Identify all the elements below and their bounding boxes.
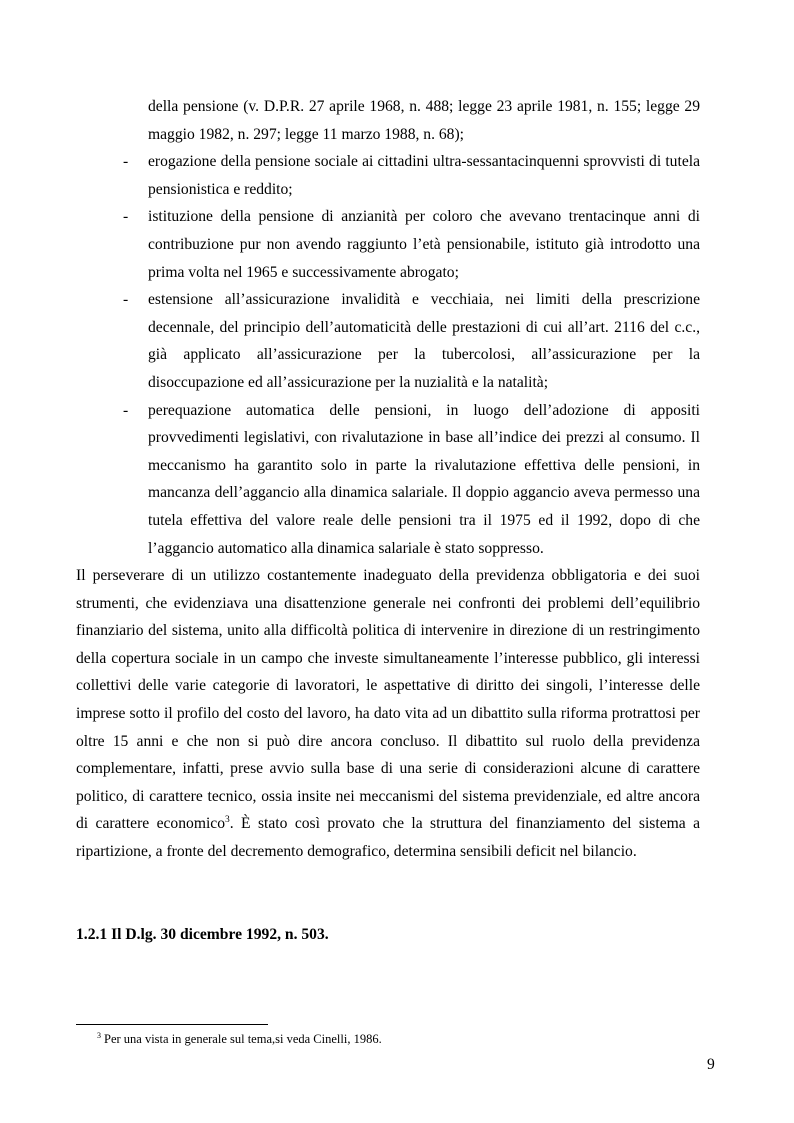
list-item-text: perequazione automatica delle pensioni, in luogo dell’adozione di appositi provvedimenti legislativi, con rivalutazione in base all’indice dei prezzi al consumo. Il meccanismo ha garantito solo in parte la rivalutazione effettiva delle pensioni, in mancanza dell’aggancio alla dinamica salariale. Il doppio aggancio aveva permesso una tutela effettiva del valore reale delle pensioni tra il 1975 ed il 1992, dopo di che l’aggancio automatico alla dinamica salariale è stato soppresso. [148,401,700,557]
continuation-paragraph: della pensione (v. D.P.R. 27 aprile 1968, n. 488; legge 23 aprile 1981, n. 155; legge 29 maggio 1982, n. 297; legge 11 marzo 1988, n. 68); [148,98,700,143]
main-paragraph [76,562,700,866]
footnote-text: Per una vista in generale sul tema,si veda Cinelli, 1986. [104,1032,382,1046]
footnote-reference[interactable]: 3 [225,815,230,826]
bullet-dash: - [123,401,129,419]
list-item [76,203,700,286]
body-text [76,93,700,866]
paragraph-text-end: . È stato così provato che la struttura del finanziamento del sistema a ripartizione, a fronte del decremento demografico, determina sensibili deficit nel bilancio. [76,815,700,861]
section-heading: 1.2.1 Il D.lg. 30 dicembre 1992, n. 503. [76,926,329,943]
page-number: 9 [707,1056,715,1073]
list-item [76,286,700,396]
list-item [76,148,700,203]
list-item [76,397,700,563]
bullet-list [76,148,700,562]
list-item-text: erogazione della pensione sociale ai cittadini ultra-sessantacinquenni sprovvisti di tutela pensionistica e reddito; [148,153,700,198]
list-item-text: estensione all’assicurazione invalidità e vecchiaia, nei limiti della prescrizione decennale, del principio dell’automaticità delle prestazioni di cui all’art. 2116 del c.c., già applicato all’assicurazione per la tubercolosi, all’assicurazione per la disoccupazione ed all’assicurazione per la nuzialità e la natalità; [148,291,700,391]
bullet-dash: - [123,208,129,226]
paragraph-text: Il perseverare di un utilizzo costantemente inadeguato della previdenza obbligatoria e dei suoi strumenti, che evidenziava una disattenzione generale nei confronti dei problemi dell’equilibrio finanziario del sistema, unito alla difficoltà politica di intervenire in direzione di un restringimento della copertura sociale in un campo che investe simultaneamente l’interesse pubblico, gli interessi collettivi delle varie categorie di lavoratori, le aspettative di diritto dei singoli, l’interesse delle imprese sotto il profilo del costo del lavoro, ha dato vita ad un dibattito sulla riforma protrattosi per oltre 15 anni e che non si può dire ancora concluso. Il dibattito sul ruolo della previdenza complementare, infatti, prese avvio sulla base di una serie di considerazioni alcune di carattere politico, di carattere tecnico, ossia insite nei meccanismi del sistema previdenziale, ed altre ancora di carattere economico [76,567,700,833]
footnote-number: 3 [97,1030,101,1040]
list-item-text: istituzione della pensione di anzianità per coloro che avevano trentacinque anni di contribuzione pur non avendo raggiunto l’età pensionabile, istituto già introdotto una prima volta nel 1965 e successivamente abrogato; [148,208,700,281]
bullet-dash: - [123,291,129,309]
footnote [97,1031,382,1047]
bullet-dash: - [123,153,129,171]
footnote-divider [76,1024,268,1025]
